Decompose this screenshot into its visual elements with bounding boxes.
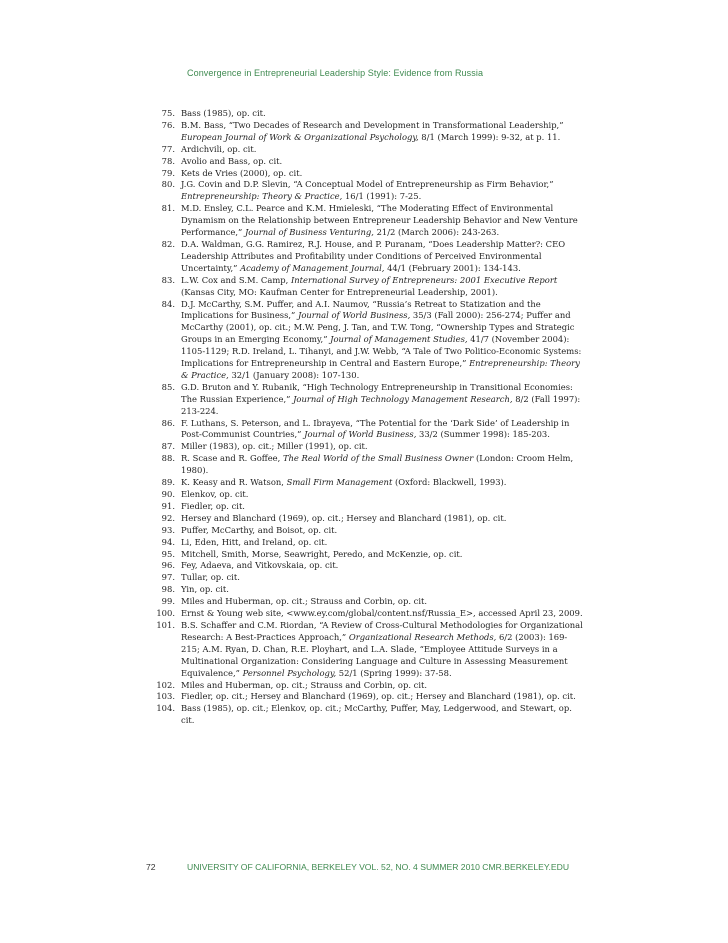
endnote-item [146,680,586,692]
journal-footer-line: UNIVERSITY OF CALIFORNIA, BERKELEY VOL. 52, NO. 4 SUMMER 2010 CMR.BERKELEY.EDU [187,862,570,872]
endnote-number: 97. [161,572,175,583]
endnote-item [146,120,586,144]
endnote-number: 85. [161,381,175,392]
endnote-item [146,203,586,239]
endnotes-list [146,108,586,727]
endnote-item [146,537,586,549]
endnote-item [146,596,586,608]
endnote-number: 95. [161,548,175,559]
endnote-item [146,584,586,596]
endnote-item [146,513,586,525]
endnote-number: 91. [161,500,175,511]
endnote-text: Kets de Vries (2000), op. cit. [181,167,303,178]
endnote-text: L.W. Cox and S.M. Camp, International Survey of Entrepreneurs: 2001 Executive Report (Kansas City, MO: Kaufman Center for Entrepreneurial Leadership, 2001). [181,274,558,297]
endnote-item [146,703,586,727]
endnote-item [146,299,586,382]
endnote-item [146,477,586,489]
endnote-number: 94. [161,536,175,547]
endnote-item [146,525,586,537]
endnote-number: 90. [161,489,175,499]
endnote-number: 98. [161,584,175,595]
endnote-text: Mitchell, Smith, Morse, Seawright, Peredo, and McKenzie, op. cit. [181,548,463,559]
endnote-text: Fiedler, op. cit. [181,500,245,511]
endnote-number: 80. [161,179,175,190]
endnote-number: 89. [161,477,175,488]
endnote-item [146,691,586,703]
endnote-number: 75. [161,108,175,118]
endnote-item [146,418,586,442]
endnote-text: Miller (1983), op. cit.; Miller (1991), op. cit. [181,441,368,452]
endnote-item [146,549,586,561]
endnote-number: 81. [161,203,175,214]
endnote-item [146,441,586,453]
endnote-item [146,382,586,418]
endnote-number: 82. [161,238,175,249]
endnote-number: 102. [156,679,175,690]
endnote-text: Avolio and Bass, op. cit. [181,155,283,166]
endnote-text: Bass (1985), op. cit.; Elenkov, op. cit.; McCarthy, Puffer, May, Ledgerwood, and Stewart, op. cit. [181,703,572,726]
endnote-item [146,144,586,156]
endnote-number: 100. [156,608,175,619]
endnote-item [146,108,586,120]
endnote-number: 86. [161,417,175,428]
endnote-text: Miles and Huberman, op. cit.; Strauss and Corbin, op. cit. [181,679,428,690]
endnote-text: Ernst & Young web site, <www.ey.com/global/content.nsf/Russia_E>, accessed April 23, 2009. [181,608,583,619]
endnote-item [146,275,586,299]
endnote-number: 92. [161,512,175,523]
endnote-item [146,608,586,620]
endnote-item [146,572,586,584]
endnote-text: Yin, op. cit. [181,584,229,595]
endnote-item [146,560,586,572]
endnote-number: 79. [161,167,175,178]
endnote-number: 84. [161,298,175,309]
endnote-item [146,620,586,680]
endnote-number: 76. [161,119,175,130]
endnote-number: 78. [161,155,175,166]
endnote-text: Fey, Adaeva, and Vitkovskaia, op. cit. [181,560,339,571]
endnote-text: J.G. Covin and D.P. Slevin, “A Conceptual Model of Entrepreneurship as Firm Behavior,” Entrepreneurship: Theory & Practice, 16/1 (1991): 7-25. [181,179,554,202]
endnote-text: Li, Eden, Hitt, and Ireland, op. cit. [181,536,328,547]
endnote-text: Elenkov, op. cit. [181,489,249,499]
endnote-item [146,489,586,501]
endnote-number: 87. [161,441,175,452]
endnote-text: F. Luthans, S. Peterson, and L. Ibrayeva, “The Potential for the ‘Dark Side’ of Leadership in Post-Communist Countries,” Journal of World Business, 33/2 (Summer 1998): 185-203. [181,417,570,440]
endnote-number: 101. [156,619,175,630]
endnote-text: D.J. McCarthy, S.M. Puffer, and A.I. Naumov, “Russia’s Retreat to Statization and the Implications for Business,” Journal of World Business, 35/3 (Fall 2000): 256-274; Puffer and McCarthy (2001), op. cit.; M.W. Peng, J. Tan, and T.W. Tong, “Ownership Types and Strategic Groups in an Emerging Economy,” Journal of Management Studies, 41/7 (November 2004): 1105-1129; R.D. Ireland, L. Tihanyi, and J.W. Webb, “A Tale of Two Politico-Economic Systems: Implications for Entrepreneurship in Central and Eastern Europe,” Entrepreneurship: Theory & Practice, 32/1 (January 2008): 107-130. [181,298,582,380]
endnote-item [146,239,586,275]
page-number: 72 [146,862,156,872]
endnote-text: D.A. Waldman, G.G. Ramirez, R.J. House, and P. Puranam, “Does Leadership Matter?: CEO Leadership Attributes and Profitability under Conditions of Perceived Environmental Uncertainty,” Academy of Management Journal, 44/1 (February 2001): 134-143. [181,238,566,273]
endnote-item [146,501,586,513]
endnote-text: M.D. Ensley, C.L. Pearce and K.M. Hmieleski, “The Moderating Effect of Environmental Dynamism on the Relationship between Entrepreneur Leadership Behavior and New Venture Performance,” Journal of Business Venturing, 21/2 (March 2006): 243-263. [181,203,578,238]
endnote-number: 103. [156,691,175,702]
endnote-number: 77. [161,143,175,154]
running-header: Convergence in Entrepreneurial Leadership Style: Evidence from Russia [187,68,484,78]
endnote-item [146,453,586,477]
endnote-item [146,168,586,180]
endnote-item [146,179,586,203]
endnote-text: Hersey and Blanchard (1969), op. cit.; Hersey and Blanchard (1981), op. cit. [181,512,507,523]
endnote-text: K. Keasy and R. Watson, Small Firm Management (Oxford: Blackwell, 1993). [181,477,507,488]
endnote-number: 99. [161,596,175,607]
endnote-number: 96. [161,560,175,571]
endnote-text: B.M. Bass, “Two Decades of Research and Development in Transformational Leadership,” European Journal of Work & Organizational Psychology, 8/1 (March 1999): 9-32, at p. 11. [181,119,564,142]
endnote-text: Miles and Huberman, op. cit.; Strauss and Corbin, op. cit. [181,596,428,607]
endnote-text: G.D. Bruton and Y. Rubanik, “High Technology Entrepreneurship in Transitional Economies: The Russian Experience,” Journal of High Technology Management Research, 8/2 (Fall 1997): 213-224. [181,381,581,416]
endnote-number: 104. [156,703,175,714]
endnote-text: Tullar, op. cit. [181,572,240,583]
endnote-number: 93. [161,524,175,535]
endnote-number: 83. [161,274,175,285]
endnote-number: 88. [161,453,175,464]
endnote-text: Puffer, McCarthy, and Boisot, op. cit. [181,524,338,535]
endnote-text: Bass (1985), op. cit. [181,108,266,118]
endnote-item [146,156,586,168]
endnote-text: R. Scase and R. Goffee, The Real World of the Small Business Owner (London: Croom Helm, 1980). [181,453,574,476]
endnote-text: Fiedler, op. cit.; Hersey and Blanchard (1969), op. cit.; Hersey and Blanchard (1981), op. cit. [181,691,576,702]
endnote-text: B.S. Schaffer and C.M. Riordan, “A Review of Cross-Cultural Methodologies for Organizational Research: A Best-Practices Approach,” Organizational Research Methods, 6/2 (2003): 169-215; A.M. Ryan, D. Chan, R.E. Ployhart, and L.A. Slade, “Employee Attitude Surveys in a Multinational Organization: Considering Language and Culture in Assessing Measurement Equivalence,” Personnel Psychology, 52/1 (Spring 1999): 37-58. [181,619,583,678]
endnote-text: Ardichvili, op. cit. [181,143,257,154]
